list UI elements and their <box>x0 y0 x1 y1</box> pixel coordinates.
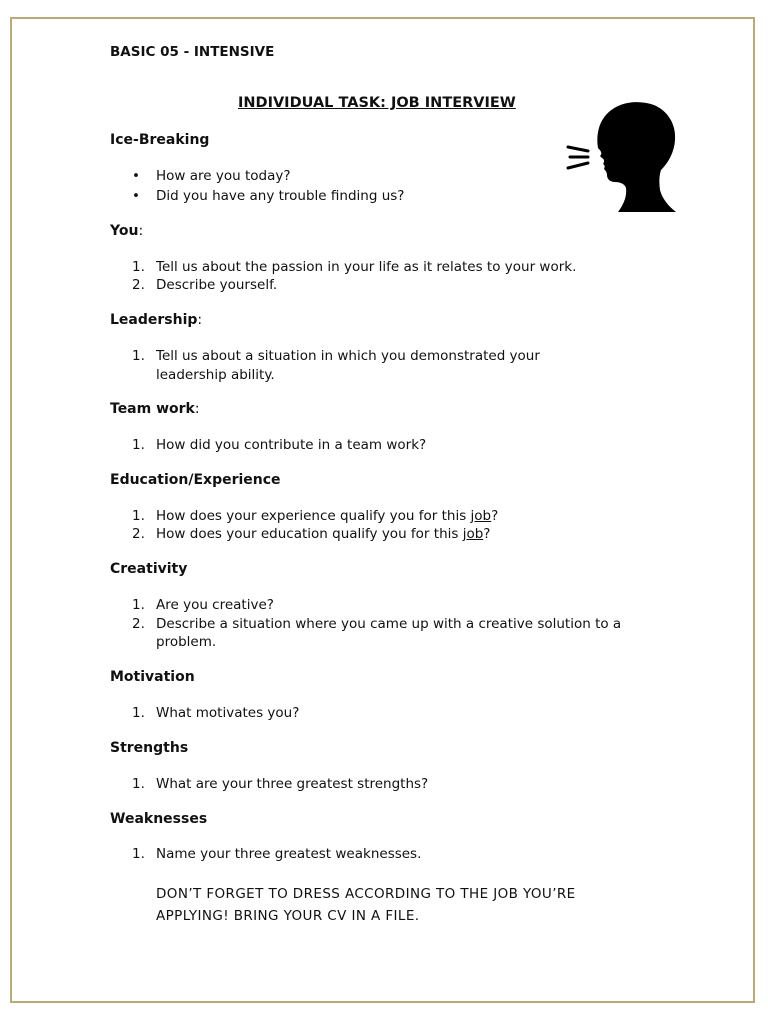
list-item: 1. How did you contribute in a team work? <box>132 437 427 453</box>
page-title: INDIVIDUAL TASK: JOB INTERVIEW <box>238 95 516 111</box>
list-item: 1. Tell us about the passion in your life as it relates to your work. <box>132 259 577 275</box>
job-link[interactable]: job <box>470 508 492 524</box>
section-heading-ice-breaking: Ice-Breaking <box>110 132 210 148</box>
section-heading-weaknesses: Weaknesses <box>110 811 208 827</box>
person-speaking-silhouette-icon <box>560 88 700 223</box>
list-item: 1. Tell us about a situation in which you demonstrated your <box>132 348 540 364</box>
list-item: 1. Name your three greatest weaknesses. <box>132 846 422 862</box>
cv-note: APPLYING! BRING YOUR CV IN A FILE. <box>156 908 420 924</box>
list-item-continuation: leadership ability. <box>156 367 275 383</box>
course-label: BASIC 05 - INTENSIVE <box>110 44 275 60</box>
dress-code-note: DON’T FORGET TO DRESS ACCORDING TO THE JOB YOU’RE <box>156 886 576 902</box>
list-item: • Did you have any trouble finding us? <box>132 188 405 204</box>
list-item: • How are you today? <box>132 168 291 184</box>
section-heading-motivation: Motivation <box>110 669 195 685</box>
list-item-continuation: problem. <box>156 634 217 650</box>
section-heading-education: Education/Experience <box>110 472 281 488</box>
section-heading-strengths: Strengths <box>110 740 189 756</box>
section-heading-creativity: Creativity <box>110 561 188 577</box>
job-link[interactable]: job <box>462 526 484 542</box>
list-item: 2. Describe yourself. <box>132 277 278 293</box>
list-item: 2. Describe a situation where you came up with a creative solution to a <box>132 616 622 632</box>
list-item: 1. What are your three greatest strengths? <box>132 776 429 792</box>
section-heading-team-work: Team work: <box>110 401 200 417</box>
section-heading-you: You: <box>110 223 144 239</box>
list-item: 1. What motivates you? <box>132 705 300 721</box>
list-item: 1. Are you creative? <box>132 597 274 613</box>
section-heading-leadership: Leadership: <box>110 312 203 328</box>
list-item: 1. How does your experience qualify you for this job? <box>132 508 499 524</box>
list-item: 2. How does your education qualify you for this job? <box>132 526 491 542</box>
